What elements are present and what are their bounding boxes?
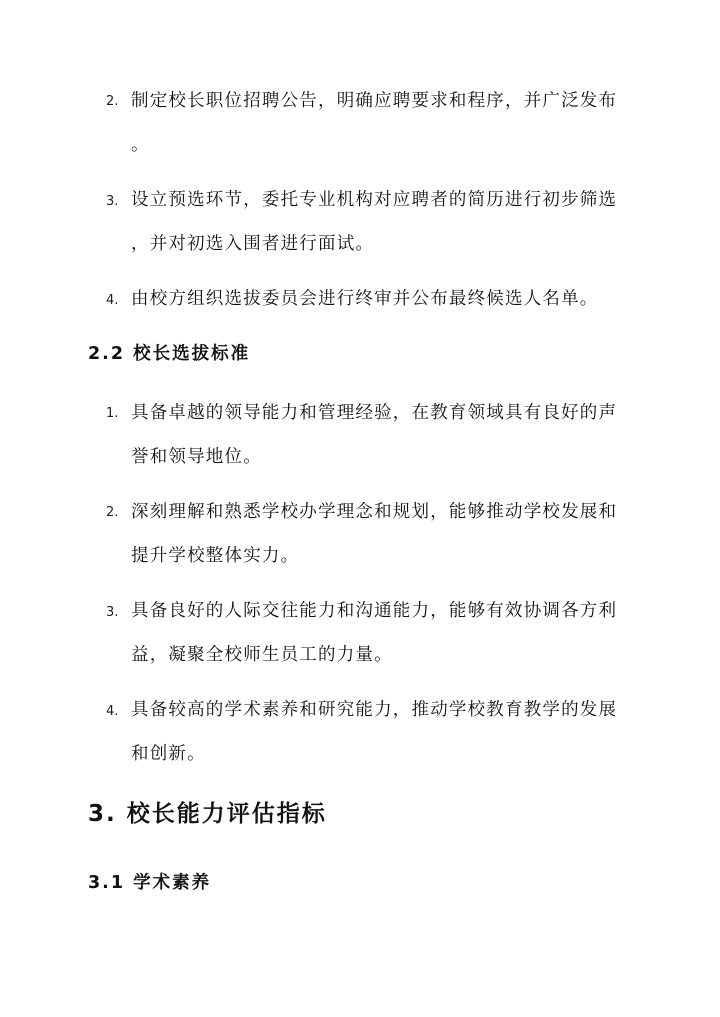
- list-number: 1.: [106, 406, 119, 421]
- section-heading: 2.2 校长选拔标准: [88, 344, 251, 364]
- list-item-text-continued: 誉和领导地位。: [131, 447, 262, 467]
- list-item-text-continued: 。: [131, 135, 150, 155]
- list-number: 2.: [106, 505, 119, 520]
- list-number: 4.: [106, 293, 119, 308]
- list-item-text-continued: 和创新。: [131, 744, 206, 764]
- list-item-text: 设立预选环节，委托专业机构对应聘者的简历进行初步筛选: [131, 190, 618, 210]
- list-item-text: 深刻理解和熟悉学校办学理念和规划，能够推动学校发展和: [131, 502, 618, 522]
- list-item-text-continued: ，并对初选入围者进行面试。: [131, 234, 375, 254]
- list-number: 4.: [106, 704, 119, 719]
- list-number: 3.: [106, 194, 119, 209]
- list-item-text-continued: 益，凝聚全校师生员工的力量。: [131, 645, 393, 665]
- list-item-text-continued: 提升学校整体实力。: [131, 546, 300, 566]
- chapter-heading: 3. 校长能力评估指标: [88, 801, 327, 827]
- list-item-text: 具备卓越的领导能力和管理经验，在教育领域具有良好的声: [131, 403, 618, 423]
- list-item-text: 具备较高的学术素养和研究能力，推动学校教育教学的发展: [131, 700, 618, 720]
- list-item-text: 由校方组织选拔委员会进行终审并公布最终候选人名单。: [131, 289, 599, 309]
- list-number: 3.: [106, 605, 119, 620]
- list-item-text: 制定校长职位招聘公告，明确应聘要求和程序，并广泛发布: [131, 91, 618, 111]
- section-heading: 3.1 学术素养: [88, 873, 212, 893]
- list-number: 2.: [106, 94, 119, 109]
- list-item-text: 具备良好的人际交往能力和沟通能力，能够有效协调各方利: [131, 601, 618, 621]
